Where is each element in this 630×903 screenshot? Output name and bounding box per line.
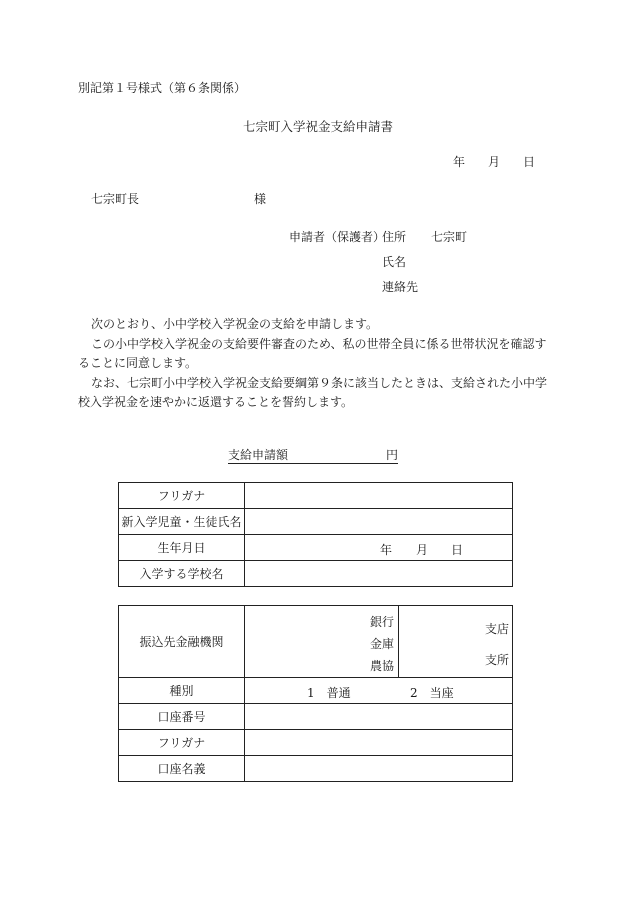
body-text (78, 315, 548, 413)
document-title: 七宗町入学祝金支給申請書 (243, 119, 394, 134)
furigana-label: フリガナ (119, 483, 245, 509)
date-day: 日 (523, 155, 536, 169)
birthdate-label: 生年月日 (119, 535, 245, 561)
applicant-address-label: 住所 (382, 230, 407, 244)
birthdate-month: 月 (416, 543, 429, 557)
account-number-field[interactable] (245, 704, 513, 730)
branch-option: 支店 (485, 622, 510, 636)
body-paragraph-3: なお、七宗町小中学校入学祝金支給要綱第９条に該当したときは、支給された小中学校入学祝金を速やかに返還することを誓約します。 (78, 375, 548, 409)
applicant-address-value: 七宗町 (431, 230, 468, 244)
type-option-ordinary[interactable]: 1 普通 (307, 686, 351, 700)
date-year: 年 (453, 155, 466, 169)
date-month: 月 (488, 155, 501, 169)
type-label: 種別 (119, 678, 245, 704)
account-name-field[interactable] (245, 756, 513, 782)
applicant-contact-label: 連絡先 (382, 280, 419, 294)
amount-unit: 円 (386, 448, 399, 462)
account-furigana-label: フリガナ (119, 730, 245, 756)
account-name-label: 口座名義 (119, 756, 245, 782)
account-furigana-field[interactable] (245, 730, 513, 756)
nokyo-option: 農協 (370, 659, 395, 673)
bank-option: 銀行 (370, 615, 395, 629)
type-option-checking[interactable]: 2 当座 (410, 686, 454, 700)
furigana-field[interactable] (245, 483, 513, 509)
school-label: 入学する学校名 (119, 561, 245, 587)
form-number: 別記第１号様式（第６条関係） (78, 81, 247, 95)
shinkin-option: 金庫 (370, 637, 395, 651)
addressee-name: 七宗町長 (91, 192, 140, 206)
institution-field[interactable] (245, 606, 513, 678)
birthdate-year: 年 (380, 543, 393, 557)
student-name-field[interactable] (245, 509, 513, 535)
account-number-label: 口座番号 (119, 704, 245, 730)
birthdate-day: 日 (451, 543, 464, 557)
body-paragraph-1: 次のとおり、小中学校入学祝金の支給を申請します。 (91, 317, 379, 331)
student-name-label: 新入学児童・生徒氏名 (119, 509, 245, 535)
birthdate-field[interactable] (245, 535, 513, 561)
addressee-honorific: 様 (254, 192, 267, 206)
applicant-role-label: 申請者（保護者） (289, 230, 386, 244)
sub-branch-option: 支所 (485, 653, 510, 667)
type-field[interactable] (245, 678, 513, 704)
amount-line (228, 446, 398, 462)
applicant-name-label: 氏名 (382, 255, 407, 269)
amount-label: 支給申請額 (228, 446, 388, 464)
body-paragraph-2: この小中学校入学祝金の支給要件審査のため、私の世帯全員に係る世帯状況を確認することに同意します。 (78, 336, 547, 370)
institution-label: 振込先金融機関 (119, 606, 245, 678)
student-table (118, 482, 513, 587)
bank-table (118, 605, 513, 782)
school-field[interactable] (245, 561, 513, 587)
